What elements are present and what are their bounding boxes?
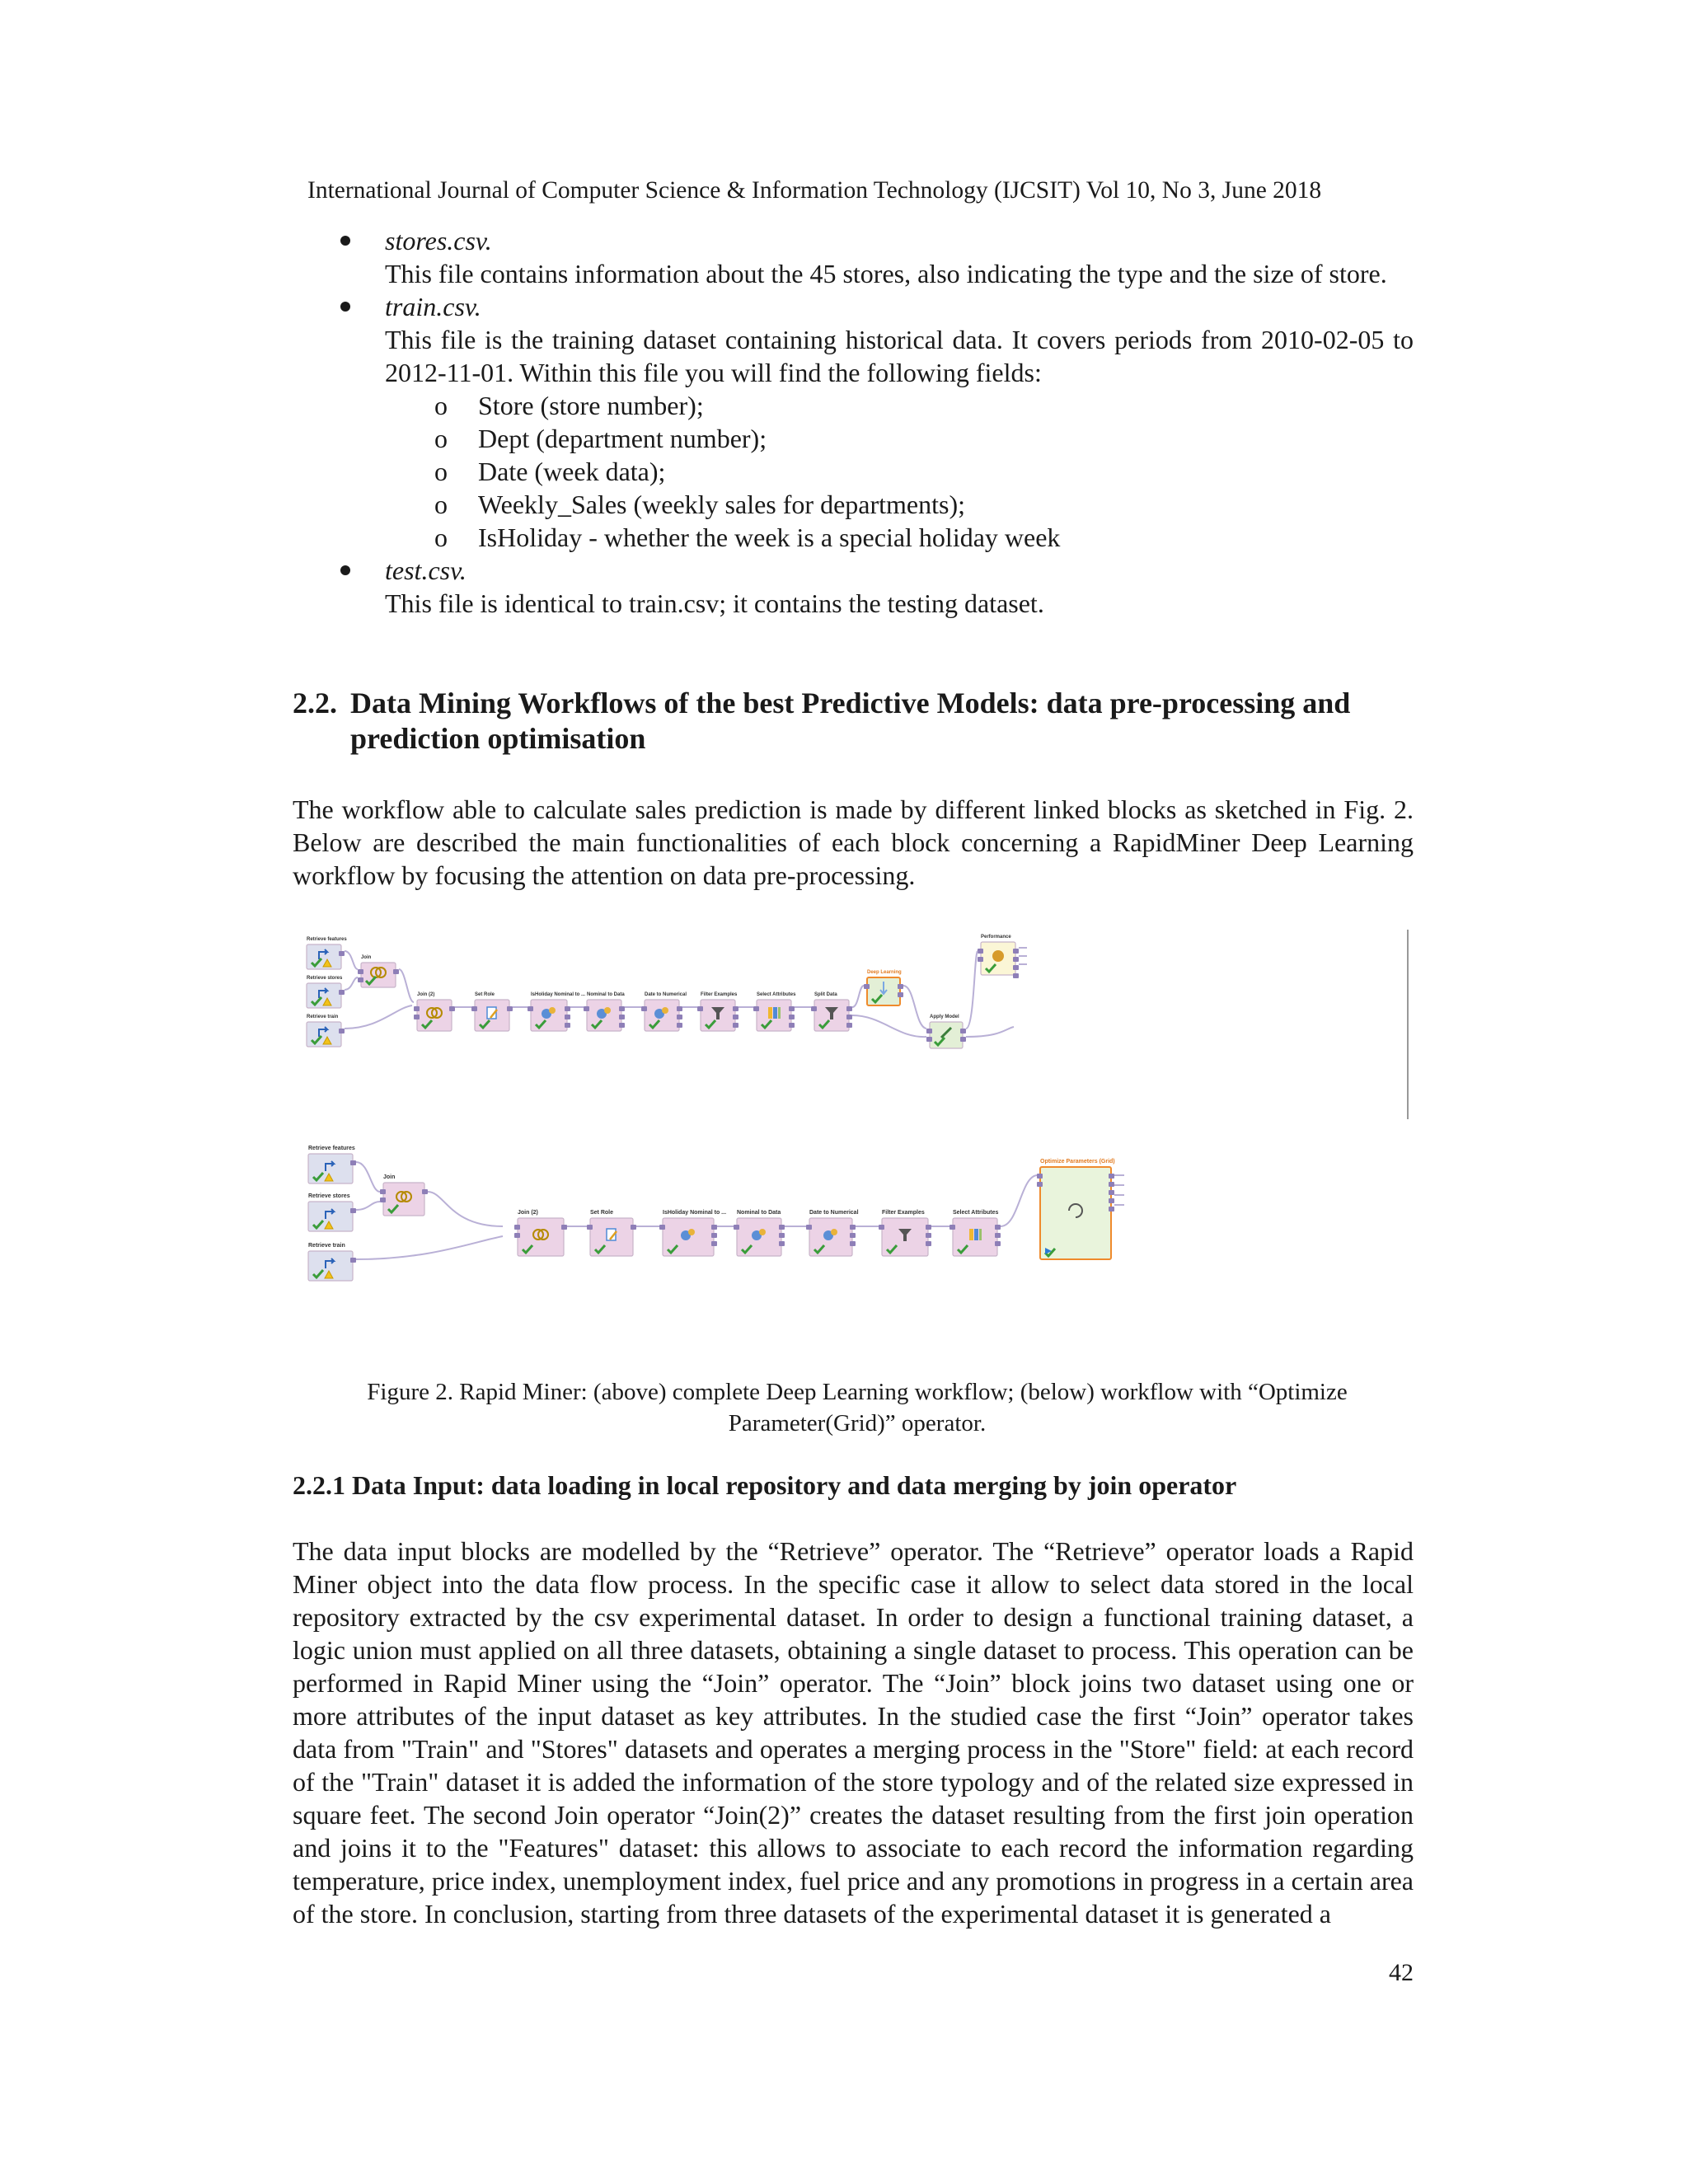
subsection-heading: 2.2.1 Data Input: data loading in local repository and data merging by join operator <box>293 1470 1237 1500</box>
operator-label: Select Attributes <box>757 992 796 997</box>
file-description: This file is the training dataset containing historical data. It covers periods from 2010-02-05 to 2012-11-01. Within this file you will find the following fields: <box>385 325 1414 387</box>
connection-line <box>399 969 414 1002</box>
port <box>926 1233 931 1238</box>
attribute-icon <box>974 1229 978 1240</box>
port <box>711 1241 717 1246</box>
port <box>926 1037 932 1042</box>
port <box>358 977 363 982</box>
port <box>619 1006 625 1011</box>
port <box>926 1241 931 1246</box>
caption-line: Figure 2. Rapid Miner: (above) complete Deep Learning workflow; (below) workflow with “Optimize <box>367 1379 1348 1405</box>
operator-label: Retrieve train <box>307 1015 339 1019</box>
port <box>350 1258 356 1263</box>
port <box>1013 973 1019 978</box>
list-item <box>293 224 1414 290</box>
port <box>733 1015 738 1019</box>
connection-line <box>966 951 978 1029</box>
connection-line <box>356 1236 503 1259</box>
port <box>789 1006 795 1011</box>
connection-line <box>345 951 358 969</box>
operator-label: Performance <box>981 935 1011 940</box>
port <box>507 1006 513 1011</box>
port <box>995 1241 1001 1246</box>
port <box>850 1241 856 1246</box>
port <box>779 1233 785 1238</box>
operator-label: Optimize Parameters (Grid) <box>1040 1159 1115 1165</box>
workflow-figure <box>305 930 1409 1375</box>
field-text: Dept (department number); <box>478 424 767 453</box>
port <box>619 1023 625 1028</box>
operator-label: Retrieve features <box>307 937 347 942</box>
attribute-icon <box>768 1007 772 1019</box>
port <box>960 1029 966 1033</box>
field-text: Date (week data); <box>478 457 666 486</box>
operator-label: Join <box>361 955 372 960</box>
operator-label: Deep Learning <box>867 970 902 975</box>
operator-label: IsHoliday Nominal to ... <box>663 1210 727 1216</box>
port <box>677 1015 682 1019</box>
port <box>380 1189 386 1194</box>
port <box>806 1225 812 1230</box>
operator-label: Retrieve features <box>308 1146 355 1151</box>
attribute-icon <box>969 1229 973 1240</box>
connection-line <box>345 977 358 990</box>
operator-label: Select Attributes <box>953 1210 999 1216</box>
operator-block <box>930 1022 963 1048</box>
convert-icon <box>688 1229 695 1235</box>
port <box>711 1225 717 1230</box>
connection-line <box>1001 1175 1037 1226</box>
port <box>528 1006 533 1011</box>
file-description: This file contains information about the 45 stores, also indicating the type and the size of store. <box>385 259 1387 288</box>
port <box>898 992 903 997</box>
connection-line <box>903 986 926 1029</box>
file-name: stores.csv. <box>385 226 492 255</box>
port <box>659 1225 665 1230</box>
operator-label: Nominal to Data <box>587 992 625 997</box>
operator-label: Set Role <box>590 1210 614 1216</box>
connection-line <box>356 1162 380 1192</box>
port <box>1109 1190 1114 1195</box>
field-item: o IsHoliday - whether the week is a special holiday week <box>434 523 1061 552</box>
convert-icon <box>604 1007 611 1014</box>
subsection-paragraph: The data input blocks are modelled by the “Retrieve” operator. The “Retrieve” operator loads a Rapid Miner object into the data flow process. In the specific case it allow to select data stored in the local repository extracted by the csv experimental dataset. In order to design a functional training dataset, a logic union must applied on all three datasets, obtaining a single dataset to process. This operation can be performed in Rapid Miner using the “Join” operator. The “Join” block joins two dataset using one or more attributes of the input dataset as key attributes. In the studied case the first “Join” operator takes data from "Train" and "Stores" datasets and operates a merging process in the "Store" field: at each record of the "Train" dataset it is added the information of the store typology and of the related size expressed in square feet. The second Join operator “Join(2)” creates the dataset resulting from the first join operation and joins it to the "Features" dataset: this allows to associate to each record the information regarding temperature, price index, unemployment index, fuel price and any promotions in progress in a certain area of the store. In conclusion, starting from three datasets of the experimental dataset it is generated a <box>293 1536 1414 1929</box>
port <box>711 1233 717 1238</box>
field-item: o Weekly_Sales (weekly sales for departments); <box>434 490 965 519</box>
file-list <box>293 224 1414 620</box>
port <box>1109 1207 1114 1212</box>
connection-line <box>1114 1175 1124 1205</box>
port <box>514 1233 520 1238</box>
port <box>995 1233 1001 1238</box>
port <box>864 984 870 989</box>
field-item: o Date (week data); <box>434 457 666 486</box>
port <box>587 1225 593 1230</box>
operator-label: Join <box>383 1174 396 1180</box>
connection-line <box>966 1027 1014 1037</box>
connection-line <box>345 1005 412 1029</box>
port <box>514 1225 520 1230</box>
operator-label: IsHoliday Nominal to ... <box>531 992 586 997</box>
port <box>733 1023 738 1028</box>
operator-label: Date to Numerical <box>645 992 687 997</box>
field-item: o Store (store number); <box>434 391 704 420</box>
file-name: test.csv. <box>385 555 467 585</box>
port <box>641 1006 647 1011</box>
port <box>358 969 363 974</box>
section-number: 2.2. <box>293 687 337 719</box>
port <box>565 1006 570 1011</box>
running-header: International Journal of Computer Science & Information Technology (IJCSIT) Vol 10, No 3, June 2018 <box>307 177 1322 204</box>
port <box>811 1006 817 1011</box>
port <box>414 1006 420 1011</box>
port <box>350 1208 356 1213</box>
port <box>697 1006 703 1011</box>
operator-label: Apply Model <box>930 1015 959 1019</box>
field-text: Weekly_Sales (weekly sales for departments); <box>478 490 965 519</box>
operator-label: Join (2) <box>518 1210 538 1216</box>
port <box>339 951 345 956</box>
port <box>846 1015 852 1019</box>
port <box>978 949 983 954</box>
port <box>753 1006 759 1011</box>
operator-label: Set Role <box>475 992 495 997</box>
port <box>561 1225 567 1230</box>
caption-line: Parameter(Grid)” operator. <box>728 1410 987 1436</box>
port <box>393 969 399 974</box>
port <box>339 990 345 995</box>
port <box>1037 1182 1043 1187</box>
file-name: train.csv. <box>385 292 481 321</box>
port <box>1013 949 1019 954</box>
connection-line <box>356 1202 380 1210</box>
attribute-icon <box>979 1229 982 1240</box>
file-description: This file is identical to train.csv; it contains the testing dataset. <box>385 588 1044 618</box>
operator-label: Join (2) <box>417 992 435 997</box>
list-item <box>293 554 1414 620</box>
section-title: Data Mining Workflows of the best Predictive Models: data pre-processing and prediction optimisation <box>350 687 1351 755</box>
port <box>677 1023 682 1028</box>
page-number: 42 <box>1389 1959 1414 1986</box>
convert-icon <box>549 1007 556 1014</box>
section-paragraph: The workflow able to calculate sales prediction is made by different linked blocks as sketched in Fig. 2. Below are described the main functionalities of each block concerning a RapidMiner Deep Learning workflow by focusing the attention on data pre-processing. <box>293 794 1414 890</box>
port <box>926 1225 931 1230</box>
port <box>879 1225 884 1230</box>
connection-line <box>428 1192 503 1226</box>
connection-line <box>1019 948 1027 964</box>
list-item <box>293 290 1414 389</box>
workflow-diagram <box>305 930 1409 1375</box>
connection-line <box>852 986 864 1007</box>
port <box>926 1029 932 1033</box>
port <box>789 1023 795 1028</box>
performance-icon <box>992 950 1004 962</box>
operator-block <box>361 963 396 987</box>
port <box>734 1225 739 1230</box>
operator-label: Retrieve stores <box>307 976 343 981</box>
bullet-icon <box>340 236 350 246</box>
port <box>950 1225 955 1230</box>
attribute-icon <box>773 1007 777 1019</box>
bullet-icon <box>340 565 350 575</box>
port <box>631 1225 636 1230</box>
port <box>1109 1174 1114 1179</box>
operator-label: Filter Examples <box>882 1210 925 1216</box>
convert-icon <box>662 1007 668 1014</box>
operator-label: Retrieve stores <box>308 1193 350 1199</box>
bullet-icon <box>340 302 350 312</box>
section-heading <box>293 686 1414 757</box>
field-text: Store (store number); <box>478 391 704 420</box>
port <box>850 1225 856 1230</box>
port <box>565 1015 570 1019</box>
figure-caption <box>305 1376 1409 1439</box>
attribute-icon <box>778 1007 781 1019</box>
operator-block <box>1040 1167 1111 1259</box>
port <box>898 984 903 989</box>
port <box>789 1015 795 1019</box>
port <box>779 1225 785 1230</box>
port <box>619 1015 625 1019</box>
port <box>779 1241 785 1246</box>
operator-label: Nominal to Data <box>737 1210 781 1216</box>
port <box>1109 1198 1114 1203</box>
operator-label: Split Data <box>814 992 837 997</box>
port <box>339 1029 345 1033</box>
operator-label: Date to Numerical <box>809 1210 859 1216</box>
port <box>677 1006 682 1011</box>
port <box>995 1225 1001 1230</box>
port <box>850 1233 856 1238</box>
port <box>733 1006 738 1011</box>
port <box>422 1189 428 1194</box>
port <box>471 1006 477 1011</box>
connection-line <box>852 1015 926 1037</box>
port <box>846 1023 852 1028</box>
operator-label: Filter Examples <box>701 992 738 997</box>
port <box>978 957 983 962</box>
convert-icon <box>759 1229 766 1235</box>
field-text: IsHoliday - whether the week is a special holiday week <box>478 523 1061 552</box>
port <box>846 1006 852 1011</box>
port <box>565 1023 570 1028</box>
operator-label: Retrieve train <box>308 1243 345 1249</box>
port <box>1037 1174 1043 1179</box>
port <box>960 1037 966 1042</box>
port <box>1109 1182 1114 1187</box>
convert-icon <box>831 1229 837 1235</box>
port <box>1013 965 1019 970</box>
port <box>584 1006 589 1011</box>
port <box>414 1015 420 1019</box>
port <box>449 1006 455 1011</box>
port <box>1013 957 1019 962</box>
field-item: o Dept (department number); <box>434 424 767 453</box>
port <box>380 1197 386 1202</box>
port <box>350 1160 356 1165</box>
